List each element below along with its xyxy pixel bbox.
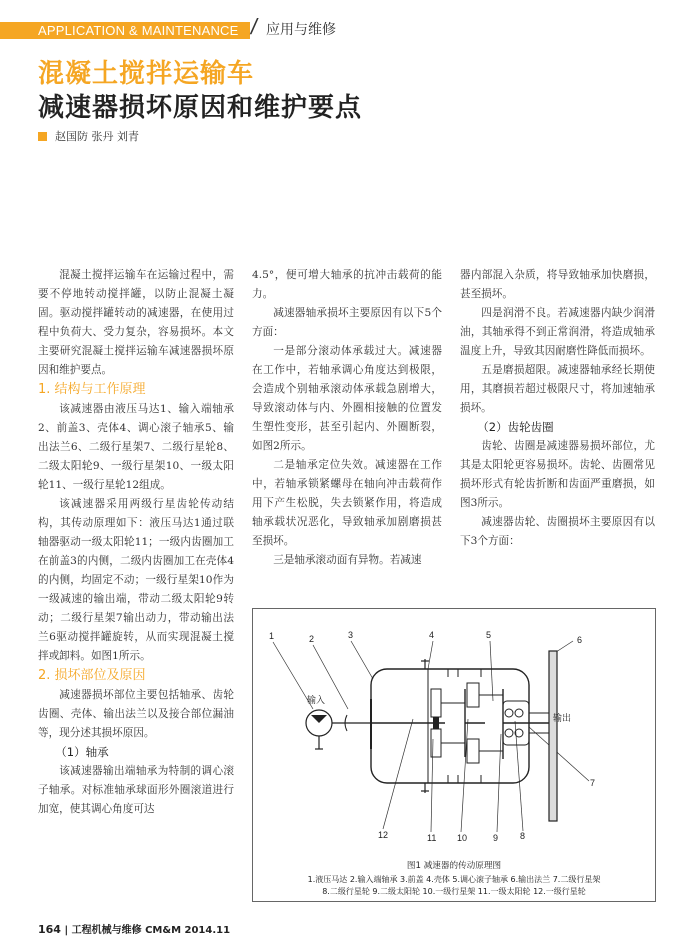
text-column-1 (38, 266, 234, 819)
section-heading-structure: 1. 结构与工作原理 (38, 382, 146, 397)
paragraph: 减速器齿轮、齿圈损坏主要原因有以下3个方面： (460, 516, 655, 547)
subheading-bearing: （1）轴承 (55, 745, 109, 759)
paragraph: 该减速器输出端轴承为特制的调心滚子轴承。对标准轴承球面形外圈滚道进行加宽，使其调心角度可达 (38, 765, 234, 815)
paragraph: 齿轮、齿圈是减速器易损坏部位，尤其是太阳轮更容易损坏。齿轮、齿圈常见损坏形式有轮齿折断和齿面严重磨损，如图3所示。 (460, 440, 655, 509)
section-heading-damage: 2. 损坏部位及原因 (38, 668, 146, 683)
article-title-line2: 减速器损坏原因和维护要点 (38, 93, 363, 123)
paragraph: 二是轴承定位失效。减速器在工作中，若轴承锁紧螺母在轴向冲击载荷作用下产生松脱，失去锁紧作用，将造成轴承载状况恶化，导致轴承加剧磨损甚至损坏。 (252, 459, 442, 547)
text-column-3 (460, 266, 655, 551)
housing-shell (371, 669, 529, 783)
callout-11: 11 (427, 833, 437, 843)
subheading-gears: （2）齿轮齿圈 (477, 420, 554, 434)
header-chinese-title: 应用与维修 (266, 22, 336, 38)
header-english-title: APPLICATION & MAINTENANCE (38, 23, 239, 38)
journal-name: 工程机械与维修 CM&M 2014.11 (71, 925, 231, 936)
paragraph: 4.5°，便可增大轴承的抗冲击载荷的能力。 (252, 269, 442, 300)
callout-12: 12 (378, 830, 389, 840)
paragraph: 三是轴承滚动面有异物。若减速 (273, 554, 422, 566)
page-number: 164 (38, 923, 61, 936)
output-label: 输出 (553, 714, 572, 724)
callout-2: 2 (309, 634, 315, 644)
page-footer (38, 921, 230, 936)
callout-5: 5 (486, 630, 492, 640)
paragraph: 减速器损坏部位主要包括轴承、齿轮齿圈、壳体、输出法兰以及接合部位漏油等，现分述其损坏原因。 (38, 689, 234, 739)
callout-4: 4 (429, 630, 435, 640)
output-flange (549, 651, 557, 821)
figure-caption-legend-2: 8.二级行星轮 9.二级太阳轮 10.一级行星架 11.一级太阳轮 12.一级行星轮 (322, 887, 586, 896)
callout-3: 3 (348, 630, 354, 640)
callout-1: 1 (269, 631, 275, 641)
figure-caption-title: 图1 减速器的传动原理图 (406, 861, 502, 871)
callout-10: 10 (457, 833, 468, 843)
text-column-2 (252, 266, 442, 570)
paragraph: 该减速器采用两级行星齿轮传动结构，其传动原理如下：液压马达1通过联轴器驱动一级太阳轮11；一级内齿圈加工在前盖3的内侧，二级内齿圈加工在壳体4的内侧，均固定不动；一级行星架10作为一级减速的输出端，带动二级太阳轮9转动；二级行星架7输出动力，带动输出法兰6驱动搅拌罐旋转，从而实现混凝土搅拌或卸料。如图1所示。 (38, 498, 234, 662)
callout-9: 9 (493, 833, 499, 843)
paragraph: 四是润滑不良。若减速器内缺少润滑油，其轴承得不到正常润滑，将造成轴承温度上升，导致其因耐磨性降低而损坏。 (460, 307, 655, 357)
hydraulic-motor-symbol (306, 710, 371, 749)
header-slash: / (248, 14, 260, 39)
callout-7: 7 (590, 778, 596, 788)
callout-8: 8 (520, 831, 526, 841)
paragraph: 该减速器由液压马达1、输入端轴承2、前盖3、壳体4、调心滚子轴承5、输出法兰6、二级行星架7、二级行星轮8、二级太阳轮9、一级行星架10、一级太阳轮11、一级行星轮12组成。 (38, 403, 234, 491)
footer-divider: | (64, 925, 72, 936)
author-square-icon (38, 132, 47, 141)
figure-caption-legend-1: 1.液压马达 2.输入端轴承 3.前盖 4.壳体 5.调心滚子轴承 6.输出法兰 7.二级行星架 (307, 875, 601, 884)
paragraph: 五是磨损超限。减速器轴承经长期使用，其磨损若超过极限尺寸，将加速轴承损坏。 (460, 364, 655, 414)
paragraph: 器内部混入杂质，将导致轴承加快磨损，甚至损坏。 (460, 269, 655, 300)
paragraph: 混凝土搅拌运输车在运输过程中，需要不停地转动搅拌罐，以防止混凝土凝固。驱动搅拌罐转动的减速器，在使用过程中负荷大、受力复杂，容易损坏。本文主要研究混凝土搅拌运输车减速器损坏原因和维护要点。 (38, 269, 234, 376)
paragraph: 减速器轴承损坏主要原因有以下5个方面： (252, 307, 442, 338)
paragraph: 一是部分滚动体承载过大。减速器在工作中，若轴承调心角度达到极限，会造成个别轴承滚动体承载急剧增大，导致滚动体与内、外圈相接触的位置发生塑性变形，甚至引起内、外圈断裂，如图2所示。 (252, 345, 442, 452)
author-line (38, 130, 139, 144)
callout-6: 6 (577, 635, 583, 645)
author-names: 赵国防 张丹 刘青 (55, 130, 139, 143)
figure-1-box (252, 608, 656, 902)
input-label: 输入 (307, 696, 326, 706)
transmission-diagram (253, 609, 655, 901)
article-title-line1: 混凝土搅拌运输车 (38, 59, 255, 89)
